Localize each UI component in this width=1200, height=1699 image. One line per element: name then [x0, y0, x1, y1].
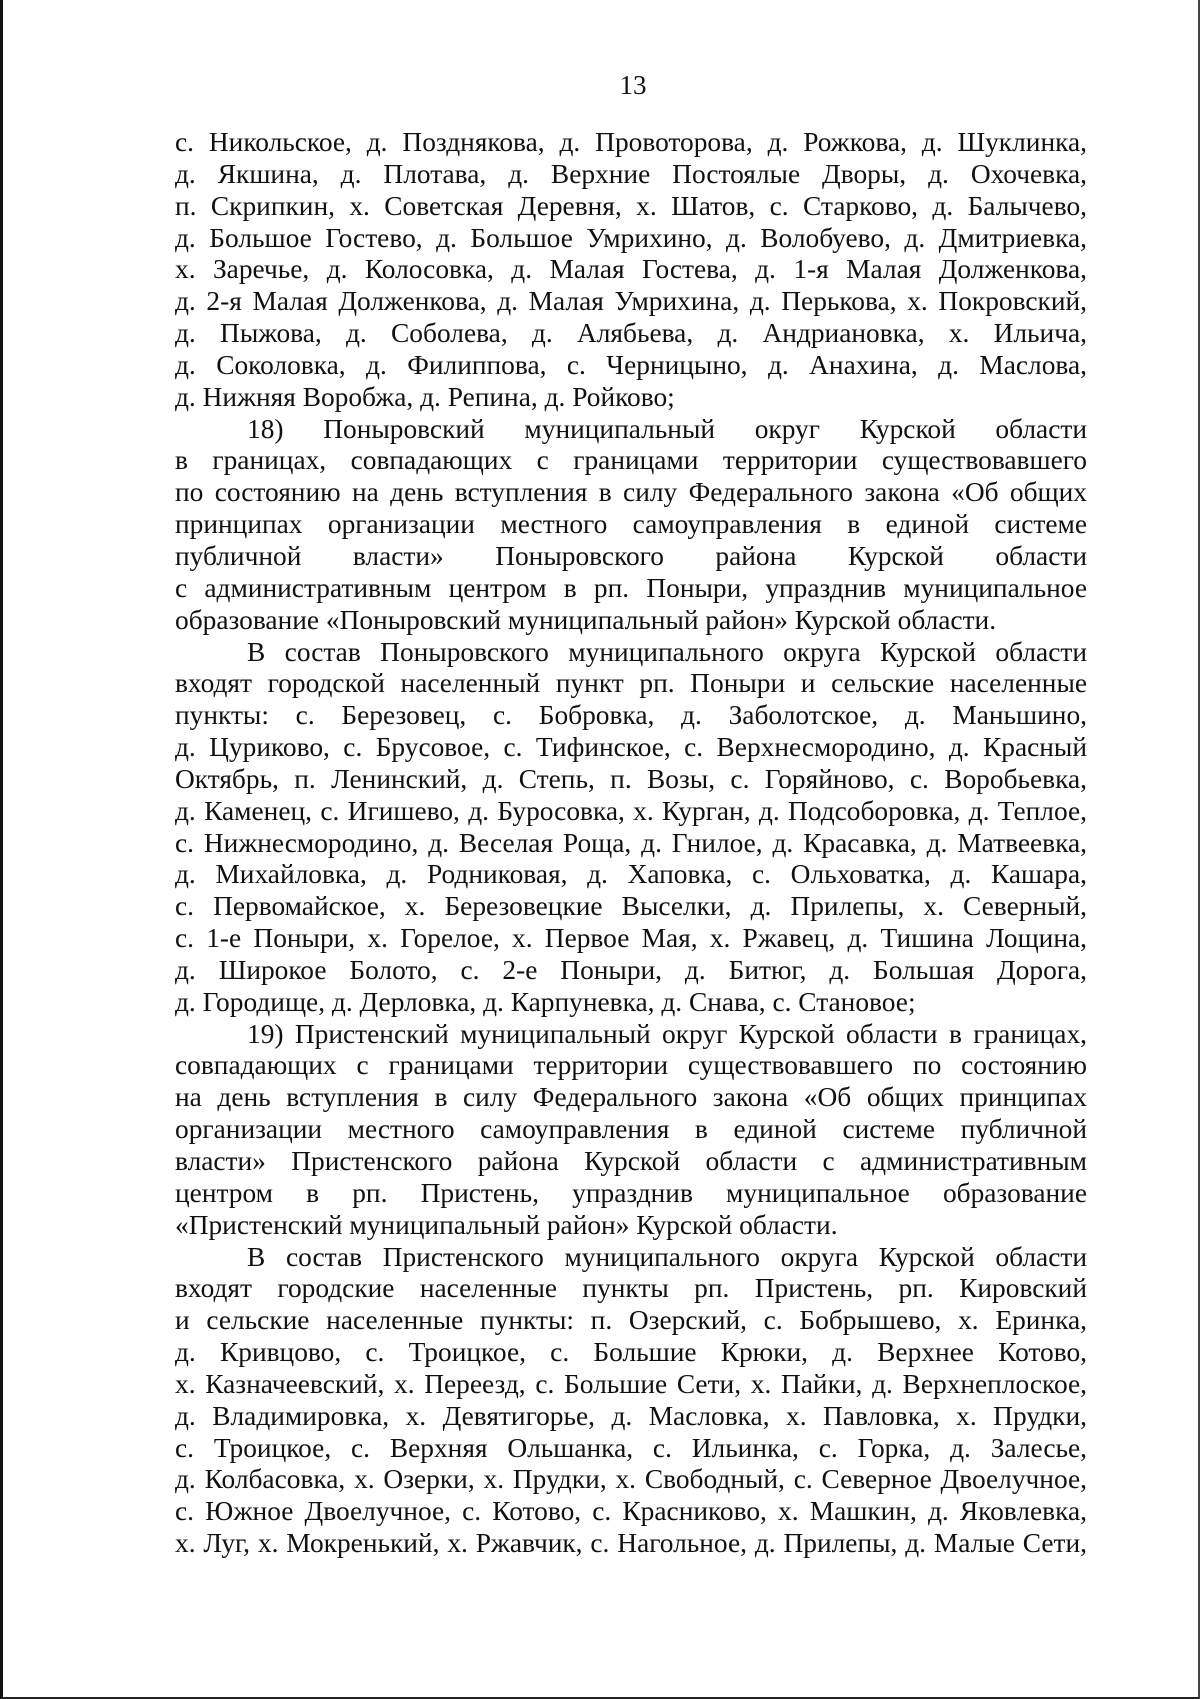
text-line: д. Кривцово, с. Троицкое, с. Большие Крюки, д. Верхнее Котово, [175, 1337, 1087, 1368]
text-line: образование «Поныровский муниципальный район» Курской области. [175, 604, 997, 635]
text-line: д. Якшина, д. Плотава, д. Верхние Постоялые Дворы, д. Охочевка, [175, 158, 1087, 189]
text-line: «Пристенский муниципальный район» Курской области. [175, 1209, 838, 1240]
paragraph-first-line: В состав Поныровского муниципального округа Курской области [247, 636, 1087, 667]
text-line: х. Казначеевский, х. Переезд, с. Большие Сети, х. Пайки, д. Верхнеплоское, [175, 1368, 1087, 1399]
text-line: с. Первомайское, х. Березовецкие Выселки, д. Прилепы, х. Северный, [175, 891, 1087, 922]
text-line: д. Большое Гостево, д. Большое Умрихино, д. Волобуево, д. Дмитриевка, [175, 222, 1087, 253]
text-line: по состоянию на день вступления в силу Федерального закона «Об общих [175, 477, 1087, 508]
text-line: организации местного самоуправления в единой системе публичной [175, 1114, 1087, 1145]
text-line: публичной власти» Поныровского района Курской области [175, 540, 1087, 571]
text-line: д. Нижняя Воробжа, д. Репина, д. Ройково; [175, 381, 675, 412]
text-line: Октябрь, п. Ленинский, д. Степь, п. Возы, с. Горяйново, с. Воробьевка, [175, 763, 1087, 794]
text-line: входят городской населенный пункт рп. Поныри и сельские населенные [175, 668, 1087, 699]
text-line: д. 2-я Малая Долженкова, д. Малая Умрихина, д. Перькова, х. Покровский, [175, 286, 1087, 317]
paragraph-first-line: 19) Пристенский муниципальный округ Курской области в границах, [247, 1018, 1087, 1049]
text-line: и сельские населенные пункты: п. Озерский, с. Бобрышево, х. Еринка, [175, 1305, 1087, 1336]
text-line: с. 1-е Поныри, х. Горелое, х. Первое Мая, х. Ржавец, д. Тишина Лощина, [175, 923, 1087, 954]
text-line: д. Соколовка, д. Филиппова, с. Черницыно, д. Анахина, д. Маслова, [175, 349, 1087, 380]
text-line: д. Владимировка, х. Девятигорье, д. Масловка, х. Павловка, х. Прудки, [175, 1400, 1087, 1431]
text-line: на день вступления в силу Федерального закона «Об общих принципах [175, 1082, 1087, 1113]
paragraph-first-line: 18) Поныровский муниципальный округ Курской области [247, 413, 1087, 444]
text-line: совпадающих с границами территории существовавшего по состоянию [175, 1050, 1087, 1081]
text-line: п. Скрипкин, х. Советская Деревня, х. Шатов, с. Старково, д. Балычево, [175, 190, 1087, 221]
text-line: д. Колбасовка, х. Озерки, х. Прудки, х. Свободный, с. Северное Двоелучное, [175, 1464, 1087, 1495]
text-line: с. Южное Двоелучное, с. Котово, с. Красниково, х. Машкин, д. Яковлевка, [175, 1496, 1087, 1527]
text-line: д. Пыжова, д. Соболева, д. Алябьева, д. Андриановка, х. Ильича, [175, 318, 1087, 349]
page-number: 13 [619, 70, 647, 100]
text-line: принципах организации местного самоуправления в единой системе [175, 509, 1087, 540]
paragraph-first-line: В состав Пристенского муниципального округа Курской области [247, 1241, 1087, 1272]
text-line: с административным центром в рп. Поныри, упразднив муниципальное [175, 572, 1087, 603]
text-line: центром в рп. Пристень, упразднив муниципальное образование [175, 1177, 1087, 1208]
document-body [175, 127, 1087, 1560]
text-line: д. Каменец, с. Игишево, д. Буросовка, х. Курган, д. Подсоборовка, д. Теплое, [175, 795, 1087, 826]
text-line: с. Троицкое, с. Верхняя Ольшанка, с. Ильинка, с. Горка, д. Залесье, [175, 1432, 1087, 1463]
text-line: с. Нижнесмородино, д. Веселая Роща, д. Гнилое, д. Красавка, д. Матвеевка, [175, 827, 1087, 858]
text-line: д. Михайловка, д. Родниковая, д. Хаповка, с. Ольховатка, д. Кашара, [175, 859, 1087, 890]
text-line: д. Широкое Болото, с. 2-е Поныри, д. Битюг, д. Большая Дорога, [175, 954, 1087, 985]
text-line: х. Луг, х. Мокренький, х. Ржавчик, с. Нагольное, д. Прилепы, д. Малые Сети, [175, 1528, 1087, 1559]
text-line: х. Заречье, д. Колосовка, д. Малая Гостева, д. 1-я Малая Долженкова, [175, 254, 1087, 285]
text-line: с. Никольское, д. Позднякова, д. Провоторова, д. Рожкова, д. Шуклинка, [175, 127, 1087, 157]
text-line: в границах, совпадающих с границами территории существовавшего [175, 445, 1087, 476]
text-line: д. Городище, д. Дерловка, д. Карпуневка, д. Снава, с. Становое; [175, 986, 916, 1017]
text-line: входят городские населенные пункты рп. Пристень, рп. Кировский [175, 1273, 1087, 1304]
text-line: власти» Пристенского района Курской области с административным [175, 1146, 1087, 1176]
text-line: пункты: с. Березовец, с. Бобровка, д. Заболотское, д. Маньшино, [175, 700, 1087, 731]
text-line: д. Цуриково, с. Брусовое, с. Тифинское, с. Верхнесмородино, д. Красный [175, 732, 1087, 763]
